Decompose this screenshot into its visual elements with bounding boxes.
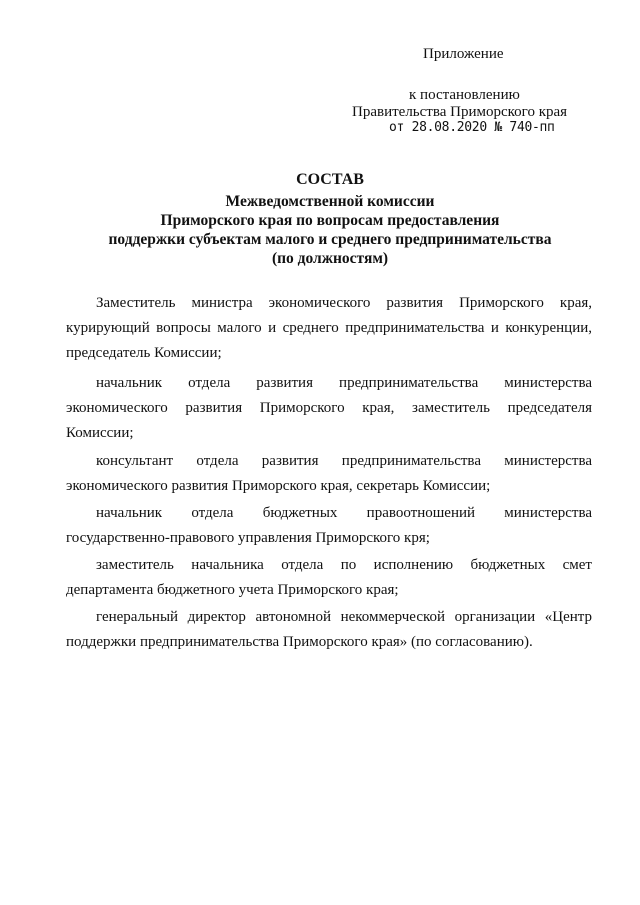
member-list	[66, 501, 592, 551]
member-line: председатель Комиссии;	[66, 345, 222, 361]
member-line: курирующий вопросы малого и среднего предпринимательства и конкуренции,	[66, 320, 592, 336]
member-line: заместитель начальника отдела по исполнению бюджетных смет	[96, 557, 592, 573]
member-line: генеральный директор автономной некоммерческой организации «Центр	[96, 609, 592, 625]
subtitle-line: Межведомственной комиссии	[225, 193, 435, 210]
member-item	[66, 553, 592, 603]
member-line: консультант отдела развития предпринимательства министерства	[96, 453, 592, 469]
member-list	[66, 605, 592, 655]
document-title: СОСТАВ	[296, 171, 364, 188]
appendix-to-resolution: к постановлению	[409, 87, 520, 103]
member-line: поддержки предпринимательства Приморского края» (по согласованию).	[66, 634, 533, 650]
member-line: государственно-правового управления Приморского кря;	[66, 530, 430, 546]
member-list	[66, 291, 592, 366]
member-line: экономического развития Приморского края, заместитель председателя	[66, 400, 592, 416]
subtitle-line: (по должностям)	[271, 250, 389, 267]
member-list	[66, 449, 592, 499]
member-line: Заместитель министра экономического развития Приморского края,	[96, 295, 592, 311]
member-item	[66, 605, 592, 655]
member-item	[66, 371, 592, 446]
subtitle-line: Приморского края по вопросам предоставления	[160, 212, 500, 229]
subtitle-line: поддержки субъектам малого и среднего предпринимательства	[108, 231, 552, 248]
member-item	[66, 449, 592, 499]
member-list	[66, 371, 592, 446]
member-line: экономического развития Приморского края, секретарь Комиссии;	[66, 478, 491, 494]
member-line: департамента бюджетного учета Приморского края;	[66, 582, 399, 598]
member-line: начальник отдела бюджетных правоотношений министерства	[96, 505, 592, 521]
member-line: Комиссии;	[66, 425, 134, 441]
appendix-date-number: от 28.08.2020 № 740-пп	[389, 120, 555, 135]
member-item	[66, 501, 592, 551]
member-line: начальник отдела развития предпринимательства министерства	[96, 375, 592, 391]
member-list	[66, 553, 592, 603]
appendix-title: Приложение	[423, 46, 504, 62]
member-item	[66, 291, 592, 366]
document-subtitle	[60, 192, 600, 268]
appendix-government: Правительства Приморского края	[352, 104, 568, 120]
